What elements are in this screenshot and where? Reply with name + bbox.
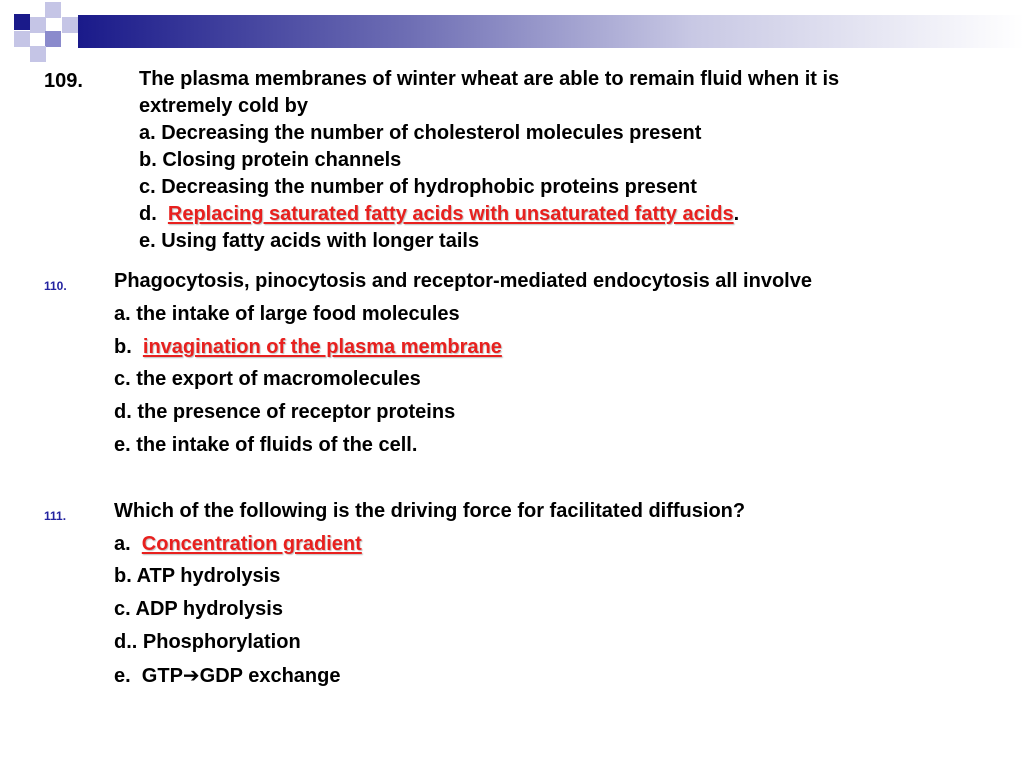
decor-square xyxy=(14,31,30,47)
question-number: 111. xyxy=(44,509,67,523)
question-text: The plasma membranes of winter wheat are able to remain fluid when it is xyxy=(139,68,840,90)
option-a: a. the intake of large food molecules xyxy=(114,303,460,325)
decor-square xyxy=(30,46,46,62)
option-d: d.. Phosphorylation xyxy=(114,631,301,653)
option-b: b. Closing protein channels xyxy=(139,149,402,171)
header-gradient-bar xyxy=(78,15,1024,48)
decor-square xyxy=(62,17,78,33)
option-a xyxy=(114,533,362,556)
option-suffix: GDP exchange xyxy=(199,665,341,687)
option-c: c. the export of macromolecules xyxy=(114,368,421,390)
question-number: 109. xyxy=(44,70,83,92)
option-b xyxy=(114,336,502,359)
option-d: d. the presence of receptor proteins xyxy=(114,401,456,423)
option-d xyxy=(139,203,739,226)
option-suffix: . xyxy=(733,203,740,225)
option-label: e. GTP xyxy=(114,665,183,687)
option-label: a. xyxy=(114,533,142,555)
option-e xyxy=(114,663,340,688)
question-text: Phagocytosis, pinocytosis and receptor-mediated endocytosis all involve xyxy=(114,270,812,292)
correct-answer: Concentration gradient xyxy=(141,533,362,555)
question-text: Which of the following is the driving force for facilitated diffusion? xyxy=(114,500,746,522)
option-label: b. xyxy=(114,336,143,358)
decor-square xyxy=(45,31,61,47)
option-c: c. ADP hydrolysis xyxy=(114,598,283,620)
slide-header xyxy=(0,0,1024,64)
option-a: a. Decreasing the number of cholesterol molecules present xyxy=(139,122,702,144)
question-text: extremely cold by xyxy=(139,95,308,117)
decor-square xyxy=(30,17,46,33)
right-arrow-icon: ➔ xyxy=(182,665,200,687)
correct-answer: Replacing saturated fatty acids with unsaturated fatty acids xyxy=(167,203,734,225)
option-label: d. xyxy=(139,203,168,225)
correct-answer: invagination of the plasma membrane xyxy=(142,336,502,358)
decor-square xyxy=(14,14,30,30)
question-number: 110. xyxy=(44,279,67,293)
decor-square xyxy=(45,2,61,18)
option-e: e. the intake of fluids of the cell. xyxy=(114,434,418,456)
option-e: e. Using fatty acids with longer tails xyxy=(139,230,480,252)
option-c: c. Decreasing the number of hydrophobic proteins present xyxy=(139,176,697,198)
option-b: b. ATP hydrolysis xyxy=(114,565,281,587)
